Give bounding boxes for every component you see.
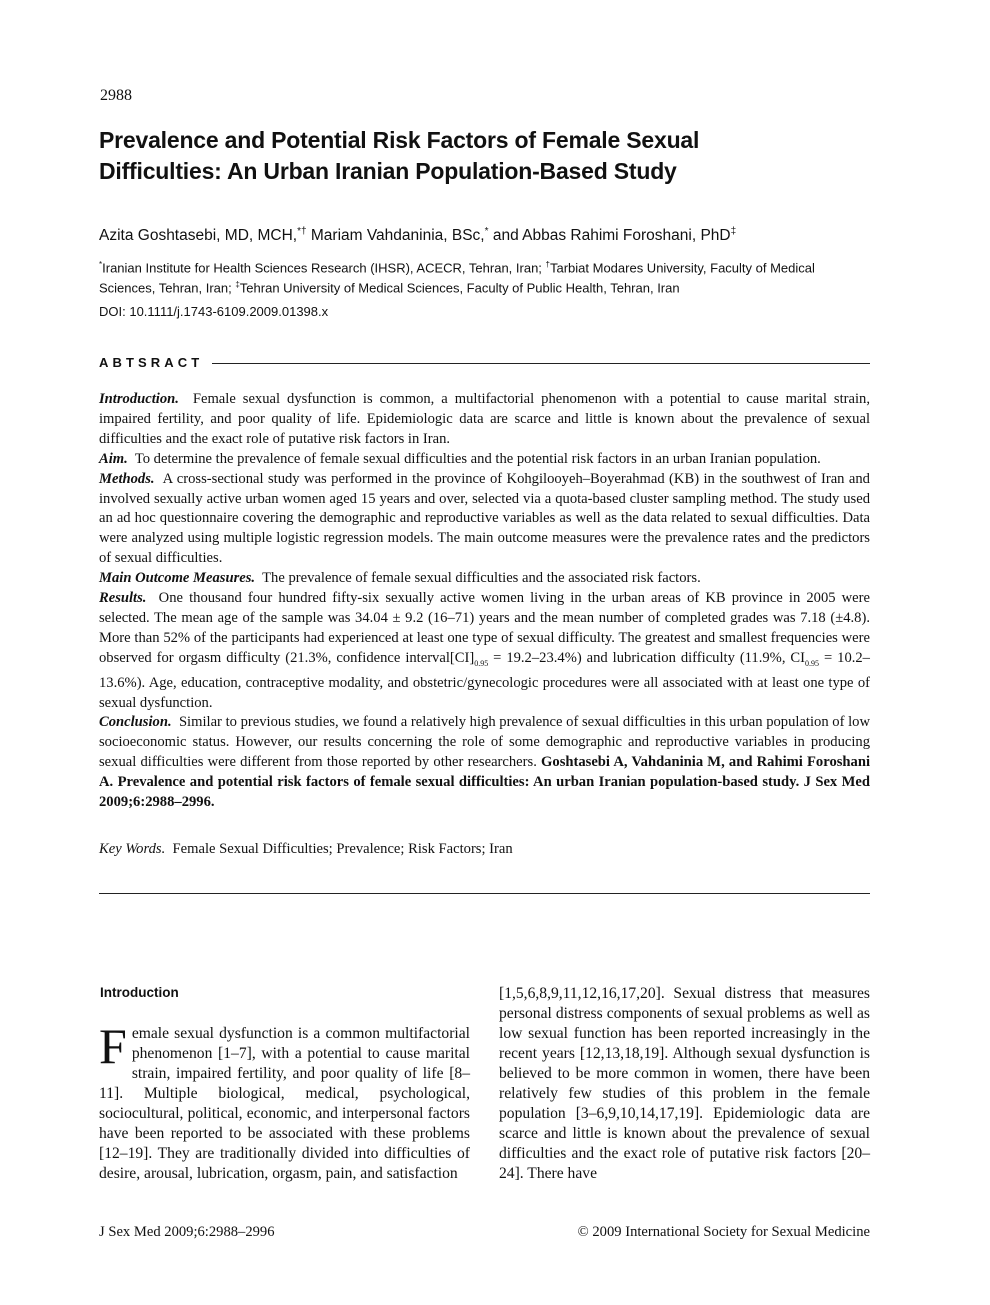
drop-cap: F <box>99 1018 127 1074</box>
abstract-outcome <box>99 569 870 589</box>
affil-text-2: Tarbiat Modares University, Faculty of Medical Sciences, Tehran, Iran; <box>99 260 815 296</box>
results-subscript-2: 0.95 <box>805 658 820 668</box>
author-1: Azita Goshtasebi, MD, MCH, <box>99 227 298 245</box>
methods-label: Methods. <box>99 470 155 487</box>
abstract-body <box>99 390 870 813</box>
title-line-2: Difficulties: An Urban Iranian Population-Based Study <box>99 158 677 184</box>
abstract-results <box>99 589 870 713</box>
abstract-conclusion <box>99 713 870 813</box>
abstract-heading: ABTSRACT <box>99 355 209 370</box>
intro-paragraph <box>99 1018 470 1184</box>
results-subscript-1: 0.95 <box>474 658 489 668</box>
article-title <box>99 125 879 187</box>
intro-text-left: emale sexual dysfunction is a common multifactorial phenomenon [1–7], with a potential to cause marital strain, impaired fertility, and poor quality of life [8–11]. Multiple biological, medical, psychological, sociocultural, political, economic, and interpersonal factors have been reported to be associated with these problems [12–19]. They are traditionally divided into difficulties of desire, arousal, lubrication, orgasm, pain, and satisfaction <box>99 1025 470 1182</box>
conclusion-text: Similar to previous studies, we found a relatively high prevalence of sexual difficulties in this urban population of low socioeconomic status. However, our results concerning the role of some demographic and reproductive variables in producing sexual difficulties were different from those reported by other researchers. <box>99 714 870 771</box>
affil-mark-1: * <box>99 260 103 269</box>
affil-mark-2: † <box>545 260 550 269</box>
results-text-1: One thousand four hundred fifty-six sexually active women living in the urban areas of KB province in 2005 were selected. The mean age of the sample was 34.04 ± 9.2 (16–71) years and the mean number of completed grades was 7.18 (±4.8). More than 52% of the participants had experienced at least one type of sexual difficulty. The greatest and smallest frequencies were observed for orgasm difficulty (21.3%, confidence interval[CI] <box>99 590 870 666</box>
abstract-introduction <box>99 390 870 450</box>
abstract-bottom-rule <box>99 893 870 894</box>
conclusion-label: Conclusion. <box>99 714 172 731</box>
outcome-text: The prevalence of female sexual difficulties and the associated risk factors. <box>262 570 701 587</box>
body-column-right <box>499 984 870 1184</box>
affiliations <box>99 256 869 297</box>
results-text-3: = 10.2–13.6%). Age, education, contraceptive modality, and obstetric/gynecologic procedures were all associated with at least one type of sexual dysfunction. <box>99 649 870 711</box>
introduction-label: Introduction. <box>99 391 179 407</box>
aim-text: To determine the prevalence of female sexual difficulties and the potential risk factors in an urban Iranian population. <box>134 450 821 467</box>
aim-label: Aim. <box>99 450 128 467</box>
doi: DOI: 10.1111/j.1743-6109.2009.01398.x <box>99 304 329 319</box>
methods-text: A cross-sectional study was performed in the province of Kohgilooyeh–Boyerahmad (KB) in the southwest of Iran and involved sexually active urban women aged 15 years and over, selected via a quota-based cluster sampling method. The study used an ad hoc questionnaire covering the demographic and reproductive variables as well as the data related to sexual difficulties. Data were analyzed using multiple logistic regression models. The main outcome measures were the prevalence rates and the predictors of sexual difficulties. <box>99 470 870 567</box>
author-3: and Abbas Rahimi Foroshani, PhD <box>488 227 731 245</box>
page-number: 2988 <box>100 87 132 104</box>
author-list <box>99 226 879 245</box>
abstract-methods <box>99 470 870 570</box>
author-2: Mariam Vahdaninia, BSc, <box>306 227 485 245</box>
section-heading-introduction: Introduction <box>100 985 179 1000</box>
introduction-text: Female sexual dysfunction is common, a multifactorial phenomenon with a potential to cause marital strain, impaired fertility, and poor quality of life. Epidemiologic data are scarce and little is known about the prevalence of sexual difficulties and the exact role of putative risk factors in Iran. <box>99 391 870 447</box>
keywords <box>99 841 870 858</box>
title-line-1: Prevalence and Potential Risk Factors of Female Sexual <box>99 127 700 153</box>
keywords-label: Key Words. <box>99 841 166 857</box>
results-text-2: = 19.2–23.4%) and lubrication difficulty (11.9%, CI <box>488 649 806 666</box>
author-1-affil-mark: *† <box>297 226 307 237</box>
author-3-affil-mark: ‡ <box>730 226 737 237</box>
author-2-affil-mark: * <box>484 226 489 237</box>
affil-text-1: Iranian Institute for Health Sciences Research (IHSR), ACECR, Tehran, Iran; <box>102 260 546 276</box>
footer-copyright: © 2009 International Society for Sexual Medicine <box>577 1224 870 1240</box>
keywords-text: Female Sexual Difficulties; Prevalence; Risk Factors; Iran <box>172 841 513 857</box>
results-label: Results. <box>99 590 147 607</box>
abstract-aim <box>99 450 870 470</box>
outcome-label: Main Outcome Measures. <box>99 570 256 587</box>
affil-text-3: Tehran University of Medical Sciences, Faculty of Public Health, Tehran, Iran <box>239 280 680 296</box>
body-column-left <box>99 1018 470 1184</box>
abstract-rule <box>212 363 870 364</box>
citation: Goshtasebi A, Vahdaninia M, and Rahimi Foroshani A. Prevalence and potential risk factors of female sexual difficulties: An urban Iranian population-based study. J Sex Med 2009;6:2988–2996. <box>99 754 871 811</box>
affil-mark-3: ‡ <box>235 280 240 290</box>
footer-journal-ref: J Sex Med 2009;6:2988–2996 <box>99 1224 275 1240</box>
intro-text-right: [1,5,6,8,9,11,12,16,17,20]. Sexual distress that measures personal distress components of sexual problems as well as low sexual function has been reported increasingly in the recent years [12,13,18,19]. Although sexual dysfunction is believed to be more common in women, there have been relatively few studies of this problem in the female population [3–6,9,10,14,17,19]. Epidemiologic data are scarce and little is known about the prevalence of sexual difficulties and the exact role of putative risk factors [20–24]. There have <box>499 985 870 1182</box>
